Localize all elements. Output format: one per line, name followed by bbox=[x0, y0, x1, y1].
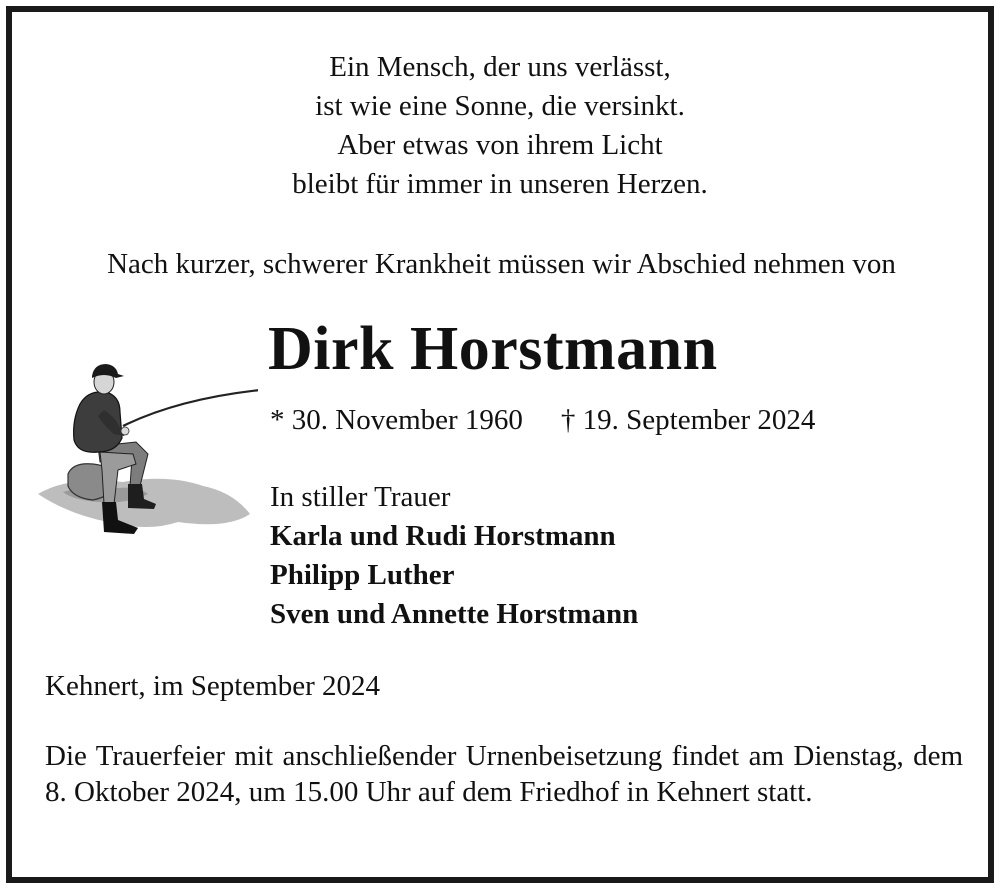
life-dates bbox=[270, 402, 815, 438]
death-date: † 19. September 2024 bbox=[560, 404, 816, 436]
place-and-date: Kehnert, im September 2024 bbox=[45, 670, 381, 702]
angler-fishing-illustration bbox=[28, 354, 258, 539]
poem-line: bleibt für immer in unseren Herzen. bbox=[292, 168, 708, 200]
memorial-poem bbox=[12, 48, 988, 204]
poem-line: Aber etwas von ihrem Licht bbox=[337, 129, 663, 161]
obituary-notice bbox=[6, 6, 994, 883]
mourner-name: Philipp Luther bbox=[270, 559, 455, 591]
poem-line: ist wie eine Sonne, die versinkt. bbox=[315, 90, 685, 122]
announcement-intro: Nach kurzer, schwerer Krankheit müssen wir Abschied nehmen von bbox=[107, 248, 896, 280]
funeral-service-info: Die Trauerfeier mit anschließender Urnenbeisetzung findet am Dienstag, dem 8. Oktober 2024, um 15.00 Uhr auf dem Friedhof in Kehnert statt. bbox=[45, 740, 963, 808]
mourners-heading: In stiller Trauer bbox=[270, 481, 451, 513]
mourners-block bbox=[270, 478, 638, 634]
poem-line: Ein Mensch, der uns verlässt, bbox=[329, 51, 671, 83]
mourner-name: Karla und Rudi Horstmann bbox=[270, 520, 616, 552]
birth-date: * 30. November 1960 bbox=[270, 404, 523, 436]
deceased-name: Dirk Horstmann bbox=[268, 315, 718, 383]
mourner-name: Sven und Annette Horstmann bbox=[270, 598, 639, 630]
